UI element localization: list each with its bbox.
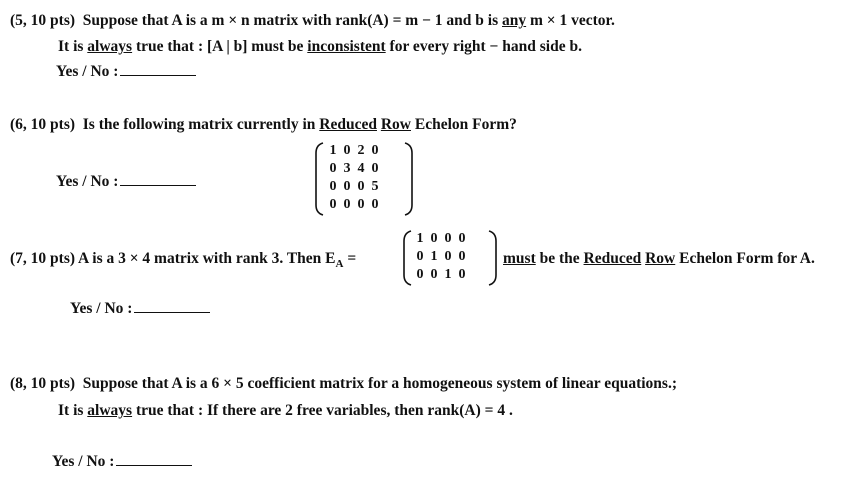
q6-reduced: Reduced: [319, 116, 377, 133]
q6-matrix-row: [326, 197, 382, 213]
q7-equals: =: [347, 250, 357, 267]
matrix-cell: 0: [371, 143, 379, 158]
q8-answer-blank[interactable]: [116, 452, 192, 466]
q7-must: must: [503, 250, 536, 267]
q7-matrix-row: [413, 249, 469, 265]
matrix-cell: 0: [357, 197, 365, 212]
matrix-cell: 0: [416, 267, 424, 282]
q5-answer-blank[interactable]: [120, 62, 196, 76]
matrix-cell: 0: [458, 249, 466, 264]
q5-number: (5, 10 pts): [10, 12, 76, 29]
q8-prompt-line1: [10, 375, 677, 393]
matrix-cell: 0: [343, 197, 351, 212]
q5-answer-field[interactable]: [56, 62, 196, 81]
q7-prompt-right: [503, 250, 815, 268]
q7-text-a: A is a 3 × 4 matrix with rank 3. Then E: [78, 250, 336, 267]
q5-text-b: m × 1 vector.: [530, 12, 615, 29]
q6-matrix-row: [326, 179, 382, 195]
matrix-cell: 0: [371, 197, 379, 212]
matrix-cell: 0: [444, 231, 452, 246]
q5-text-e: for every right − hand side b.: [389, 38, 582, 55]
q8-text-b: It is: [58, 402, 84, 419]
q7-subscript: A: [335, 258, 344, 271]
q6-text-b: Echelon Form?: [414, 116, 517, 133]
q5-answer-label: Yes / No :: [56, 63, 119, 80]
q7-matrix-row: [413, 231, 469, 247]
q5-text-a: Suppose that A is a m × n matrix with rank(A) = m − 1 and b is: [82, 12, 499, 29]
q7-number: (7, 10 pts): [10, 250, 76, 267]
matrix-cell: 1: [444, 267, 452, 282]
q7-prompt-left: [10, 250, 356, 273]
q8-text-a: Suppose that A is a 6 × 5 coefficient matrix for a homogeneous system of linear equations.;: [82, 375, 677, 392]
q8-always: always: [87, 402, 133, 419]
q8-text-c: true that : If there are 2 free variables, then rank(A) = 4 .: [135, 402, 513, 419]
matrix-cell: 0: [371, 161, 379, 176]
q5-always: always: [87, 38, 133, 55]
matrix-cell: 0: [430, 267, 438, 282]
q7-matrix: [402, 229, 498, 287]
q7-text-c: Echelon Form for A.: [679, 250, 815, 267]
q5-text-c: It is: [58, 38, 84, 55]
q7-matrix-row: [413, 267, 469, 283]
q6-matrix-row: [326, 143, 382, 159]
matrix-cell: 0: [458, 267, 466, 282]
q8-answer-field[interactable]: [52, 452, 192, 471]
matrix-cell: 0: [343, 143, 351, 158]
q7-row: Row: [645, 250, 676, 267]
q6-row: Row: [380, 116, 411, 133]
matrix-cell: 5: [371, 179, 379, 194]
q6-prompt: [10, 116, 517, 134]
q7-answer-blank[interactable]: [134, 299, 210, 313]
q6-number: (6, 10 pts): [10, 116, 76, 133]
matrix-cell: 0: [430, 231, 438, 246]
q8-answer-label: Yes / No :: [52, 453, 115, 470]
q7-text-b: be the: [539, 250, 580, 267]
q6-matrix-row: [326, 161, 382, 177]
q5-text-d: true that : [A | b] must be: [135, 38, 304, 55]
q5-any: any: [502, 12, 527, 29]
q6-answer-label: Yes / No :: [56, 173, 119, 190]
q5-prompt-line2: [58, 38, 582, 56]
matrix-cell: 1: [416, 231, 424, 246]
matrix-cell: 0: [357, 179, 365, 194]
q6-answer-blank[interactable]: [120, 172, 196, 186]
q8-number: (8, 10 pts): [10, 375, 76, 392]
matrix-cell: 0: [444, 249, 452, 264]
matrix-cell: 0: [329, 197, 337, 212]
q6-matrix: [314, 141, 414, 217]
matrix-cell: 4: [357, 161, 365, 176]
q6-text-a: Is the following matrix currently in: [82, 116, 316, 133]
matrix-cell: 2: [357, 143, 365, 158]
q5-inconsistent: inconsistent: [307, 38, 386, 55]
q6-answer-field[interactable]: [56, 172, 196, 191]
matrix-cell: 1: [329, 143, 337, 158]
matrix-cell: 0: [329, 179, 337, 194]
matrix-cell: 3: [343, 161, 351, 176]
q7-answer-label: Yes / No :: [70, 300, 133, 317]
q8-prompt-line2: [58, 402, 513, 420]
matrix-cell: 0: [343, 179, 351, 194]
q7-answer-field[interactable]: [70, 299, 210, 318]
matrix-cell: 0: [458, 231, 466, 246]
matrix-cell: 0: [416, 249, 424, 264]
matrix-cell: 0: [329, 161, 337, 176]
matrix-cell: 1: [430, 249, 438, 264]
q7-reduced: Reduced: [583, 250, 642, 267]
q5-prompt-line1: [10, 12, 615, 30]
